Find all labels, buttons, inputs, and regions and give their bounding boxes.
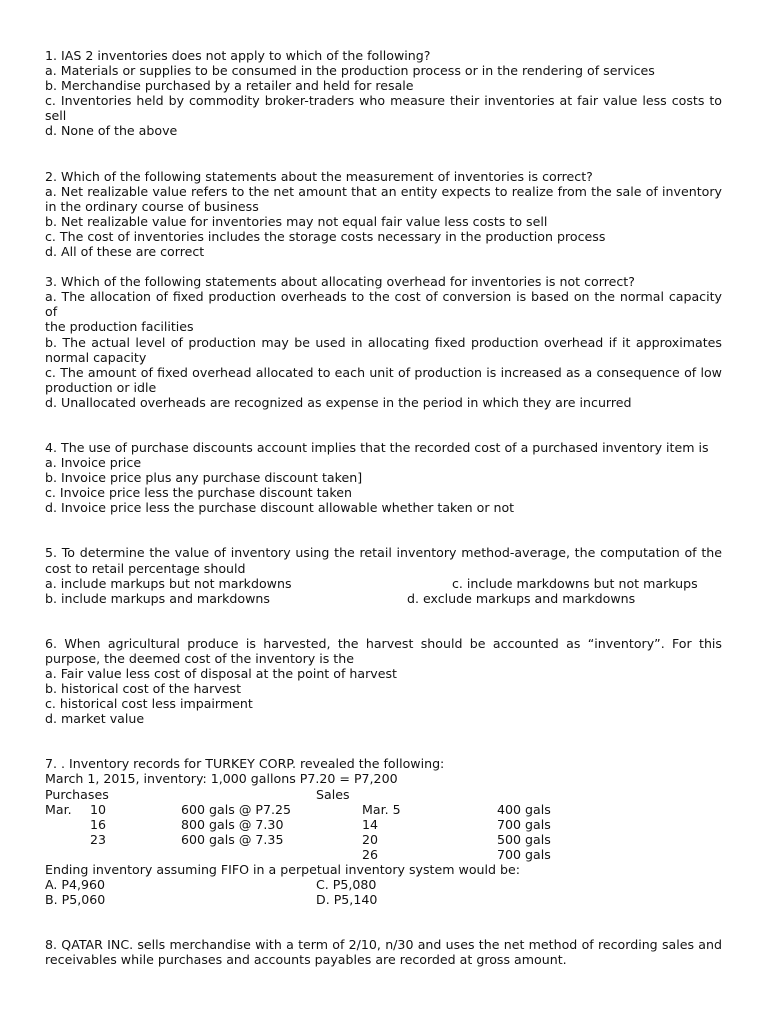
q5-options-row-1 — [45, 576, 722, 591]
q7-sales-header: Sales — [316, 786, 350, 802]
q4-option-c: c. Invoice price less the purchase discount taken — [45, 485, 352, 501]
q5-option-c: c. include markdowns but not markups — [452, 575, 698, 591]
q8-stem-line2: receivables while purchases and accounts payables are recorded at gross amount. — [45, 952, 567, 968]
q1-option-b: b. Merchandise purchased by a retailer and held for resale — [45, 78, 414, 94]
q7-table-row — [45, 832, 722, 847]
q3-option-a-line1: a. The allocation of fixed production overheads to the cost of conversion is based on the normal capacity of — [45, 289, 722, 320]
q7-option-d: D. P5,140 — [316, 892, 378, 908]
q4-stem: 4. The use of purchase discounts account implies that the recorded cost of a purchased inventory item is — [45, 439, 709, 455]
q2-stem: 2. Which of the following statements about the measurement of inventories is correct? — [45, 168, 593, 184]
q5-option-a: a. include markups but not markdowns — [45, 575, 292, 591]
q7-sale-date: 26 — [362, 846, 379, 862]
q6-option-a: a. Fair value less cost of disposal at the point of harvest — [45, 666, 397, 681]
question-4 — [45, 440, 722, 515]
q6-stem-line1: 6. When agricultural produce is harvested, the harvest should be accounted as “inventory”. For this — [45, 635, 722, 651]
q4-option-a: a. Invoice price — [45, 455, 142, 471]
q3-option-c-line2: production or idle — [45, 379, 157, 395]
question-2 — [45, 169, 722, 260]
q5-options-row-2 — [45, 591, 722, 606]
question-1 — [45, 48, 722, 139]
question-3 — [45, 274, 722, 410]
q1-option-d: d. None of the above — [45, 123, 178, 139]
q2-option-c: c. The cost of inventories includes the storage costs necessary in the production process — [45, 228, 606, 244]
q5-option-b: b. include markups and markdowns — [45, 590, 270, 606]
q7-purchase-detail: 800 gals @ 7.30 — [181, 816, 284, 832]
q2-option-a-line2: in the ordinary course of business — [45, 198, 259, 214]
question-5 — [45, 545, 722, 605]
q7-option-a: A. P4,960 — [45, 877, 106, 893]
q5-stem-line2: cost to retail percentage should — [45, 560, 246, 576]
q6-option-d: d. market value — [45, 711, 145, 727]
q7-options-row-2 — [45, 892, 722, 907]
q2-option-b: b. Net realizable value for inventories may not equal fair value less costs to sell — [45, 213, 548, 229]
q5-option-d: d. exclude markups and markdowns — [407, 590, 636, 606]
q6-option-b: b. historical cost of the harvest — [45, 681, 242, 697]
q7-sale-qty: 700 gals — [497, 816, 551, 832]
q7-purchases-header: Purchases — [45, 786, 109, 802]
question-7 — [45, 756, 722, 907]
q7-sale-date: 20 — [362, 831, 379, 847]
q7-option-c: C. P5,080 — [316, 877, 377, 893]
q7-purchase-day: 16 — [90, 816, 107, 832]
q7-purchase-detail: 600 gals @ 7.35 — [181, 831, 284, 847]
exam-page — [45, 48, 722, 968]
q7-purchase-day: 23 — [90, 831, 107, 847]
q4-option-d: d. Invoice price less the purchase discount allowable whether taken or not — [45, 500, 515, 516]
q7-question: Ending inventory assuming FIFO in a perpetual inventory system would be: — [45, 862, 520, 878]
q1-option-c-line1: c. Inventories held by commodity broker-traders who measure their inventories at fair value less costs to — [45, 93, 722, 109]
q6-option-c: c. historical cost less impairment — [45, 696, 253, 712]
q3-option-d: d. Unallocated overheads are recognized as expense in the period in which they are incurred — [45, 394, 632, 410]
q8-stem-line1: 8. QATAR INC. sells merchandise with a term of 2/10, n/30 and uses the net method of recording sales and — [45, 937, 722, 953]
q4-option-b: b. Invoice price plus any purchase discount taken] — [45, 470, 363, 486]
question-8 — [45, 937, 722, 967]
q7-table-row — [45, 802, 722, 817]
q7-stem: 7. . Inventory records for TURKEY CORP. revealed the following: — [45, 756, 445, 772]
q3-option-b-line1: b. The actual level of production may be used in allocating fixed production overhead if it approximates — [45, 334, 722, 350]
q7-purchase-day: 10 — [90, 801, 107, 817]
q7-month-label: Mar. — [45, 801, 72, 817]
q3-option-b-line2: normal capacity — [45, 349, 147, 365]
q1-option-a: a. Materials or supplies to be consumed in the production process or in the rendering of services — [45, 63, 655, 79]
q5-stem-line1: 5. To determine the value of inventory using the retail inventory method-average, the computation of the — [45, 545, 722, 561]
q7-sale-date: 14 — [362, 816, 379, 832]
q3-stem: 3. Which of the following statements about allocating overhead for inventories is not correct? — [45, 274, 635, 290]
q7-table-header — [45, 787, 722, 802]
q7-table-row — [45, 817, 722, 832]
q1-option-c-line2: sell — [45, 108, 67, 124]
q7-purchase-detail: 600 gals @ P7.25 — [181, 801, 292, 817]
q1-stem: 1. IAS 2 inventories does not apply to which of the following? — [45, 48, 431, 63]
q7-table-row — [45, 847, 722, 862]
q3-option-a-line2: the production facilities — [45, 319, 194, 335]
q6-stem-line2: purpose, the deemed cost of the inventory is the — [45, 650, 354, 666]
q3-option-c-line1: c. The amount of fixed overhead allocated to each unit of production is increased as a consequence of low — [45, 364, 722, 380]
q7-sale-date: Mar. 5 — [362, 801, 401, 817]
q2-option-d: d. All of these are correct — [45, 244, 205, 260]
q7-options-row-1 — [45, 877, 722, 892]
q2-option-a-line1: a. Net realizable value refers to the net amount that an entity expects to realize from the sale of inventory — [45, 183, 722, 199]
q7-sale-qty: 500 gals — [497, 831, 551, 847]
q7-option-b: B. P5,060 — [45, 892, 106, 908]
q7-sale-qty: 400 gals — [497, 801, 551, 817]
q7-opening-inventory: March 1, 2015, inventory: 1,000 gallons P7.20 = P7,200 — [45, 771, 398, 787]
question-6 — [45, 636, 722, 727]
q7-sale-qty: 700 gals — [497, 846, 551, 862]
